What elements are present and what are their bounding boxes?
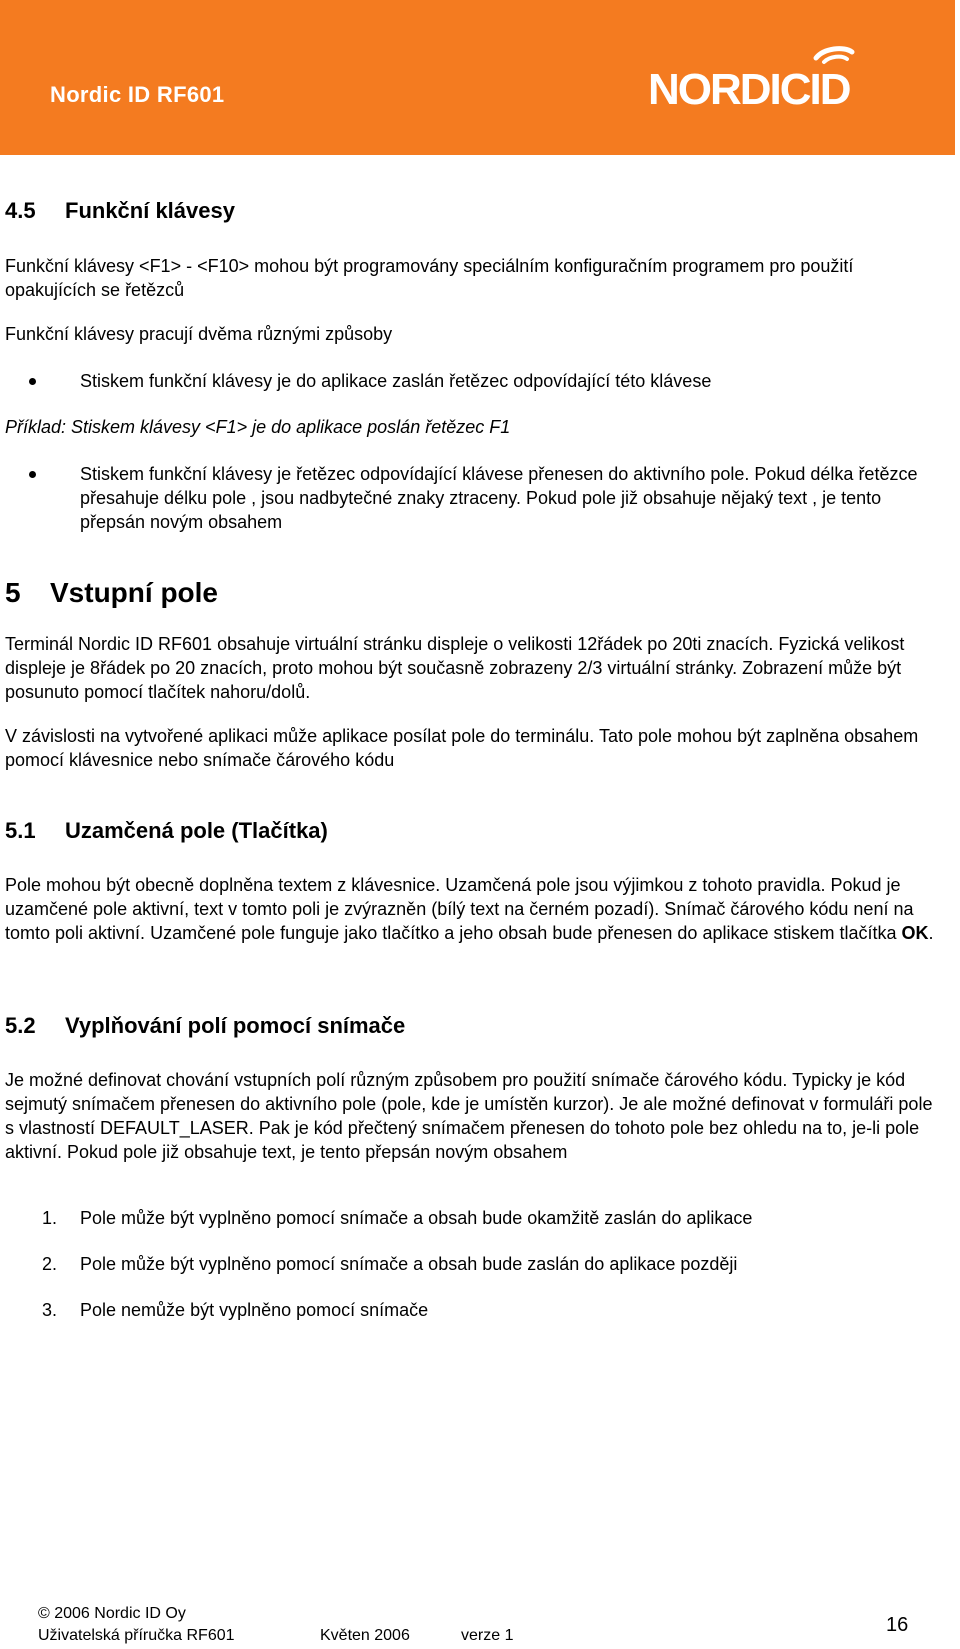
footer-meta: [38, 1625, 513, 1647]
paragraph: Pole mohou být obecně doplněna textem z klávesnice. Uzamčená pole jsou výjimkou z tohoto pravidla. Pokud je uzamčené pole aktivní, text v tomto poli je zvýrazněn (bílý text na černém pozadí). Snímač čárového kódu není na tomto poli aktivní. Uzamčené pole funguje jako tlačítko a jeho obsah bude přenesen do aplikace stiskem tlačítka OK.: [5, 875, 934, 943]
bullet-item: Stiskem funkční klávesy je řetězec odpovídající klávese přenesen do aktivního pole. Pokud délka řetězce přesahuje délku pole , jsou nadbytečné znaky ztraceny. Pokud pole již obsahuje nějaký text , je tento přepsán novým obsahem: [5, 462, 940, 534]
bullet-item: Stiskem funkční klávesy je do aplikace zaslán řetězec odpovídající této klávese: [5, 369, 940, 393]
footer-date: Květen 2006: [320, 1627, 410, 1644]
section-5-2-heading: 5.2 Vyplňování polí pomocí snímače: [5, 1013, 406, 1038]
paragraph: Funkční klávesy <F1> - <F10> mohou být programovány speciálním konfiguračním programem pro použití opakujících se řetězců: [5, 256, 854, 300]
page-footer: [38, 1603, 513, 1647]
paragraph: V závislosti na vytvořené aplikaci může aplikace posílat pole do terminálu. Tato pole mohou být zaplněna obsahem pomocí klávesnice nebo snímače čárového kódu: [5, 726, 919, 770]
paragraph: Je možné definovat chování vstupních polí různým způsobem pro použití snímače čárového kódu. Typicky je kód sejmutý snímačem přenesen do aktivního pole (pole, kde je umístěn kurzor). Je ale možné definovat v formuláři pole s vlastností DEFAULT_LASER. Pak je kód přečtený snímačem přenesen do tohoto pole bez ohledu na to, je-li pole aktivní. Pokud pole již obsahuje text, je tento přepsán novým obsahem: [5, 1070, 933, 1162]
section-5-heading: 5 Vstupní pole: [5, 577, 218, 608]
list-item: 3. Pole nemůže být vyplněno pomocí snímače: [42, 1300, 429, 1320]
bullet-dot: [29, 378, 36, 385]
nordicid-logo: [648, 46, 888, 112]
paragraph: Terminál Nordic ID RF601 obsahuje virtuální stránku displeje o velikosti 12řádek po 20ti znacích. Fyzická velikost displeje je 8řádek po 20 znacích, proto mohou být současně zobrazeny 2/3 virtuální stránky. Zobrazení může být posunuto pomocí tlačítek nahoru/dolů.: [5, 634, 905, 702]
page-header: [0, 0, 955, 155]
footer-copyright: © 2006 Nordic ID Oy: [38, 1605, 186, 1622]
page-number: 16: [886, 1614, 909, 1636]
footer-version: verze 1: [461, 1627, 514, 1644]
example-text: Příklad: Stiskem klávesy <F1> je do aplikace poslán řetězec F1: [5, 417, 511, 437]
header-title: Nordic ID RF601: [50, 82, 225, 107]
section-4-5-heading: 4.5 Funkční klávesy: [5, 198, 235, 223]
list-item: 2. Pole může být vyplněno pomocí snímače a obsah bude zaslán do aplikace později: [42, 1254, 738, 1274]
svg-text:NORDICID: NORDICID: [648, 65, 850, 112]
section-5-1-heading: 5.1 Uzamčená pole (Tlačítka): [5, 818, 328, 843]
paragraph: Funkční klávesy pracují dvěma různými způsoby: [5, 324, 393, 344]
bullet-dot: [29, 471, 36, 478]
list-item: 1. Pole může být vyplněno pomocí snímače a obsah bude okamžitě zaslán do aplikace: [42, 1208, 753, 1228]
footer-manual: Uživatelská příručka RF601: [38, 1627, 235, 1644]
